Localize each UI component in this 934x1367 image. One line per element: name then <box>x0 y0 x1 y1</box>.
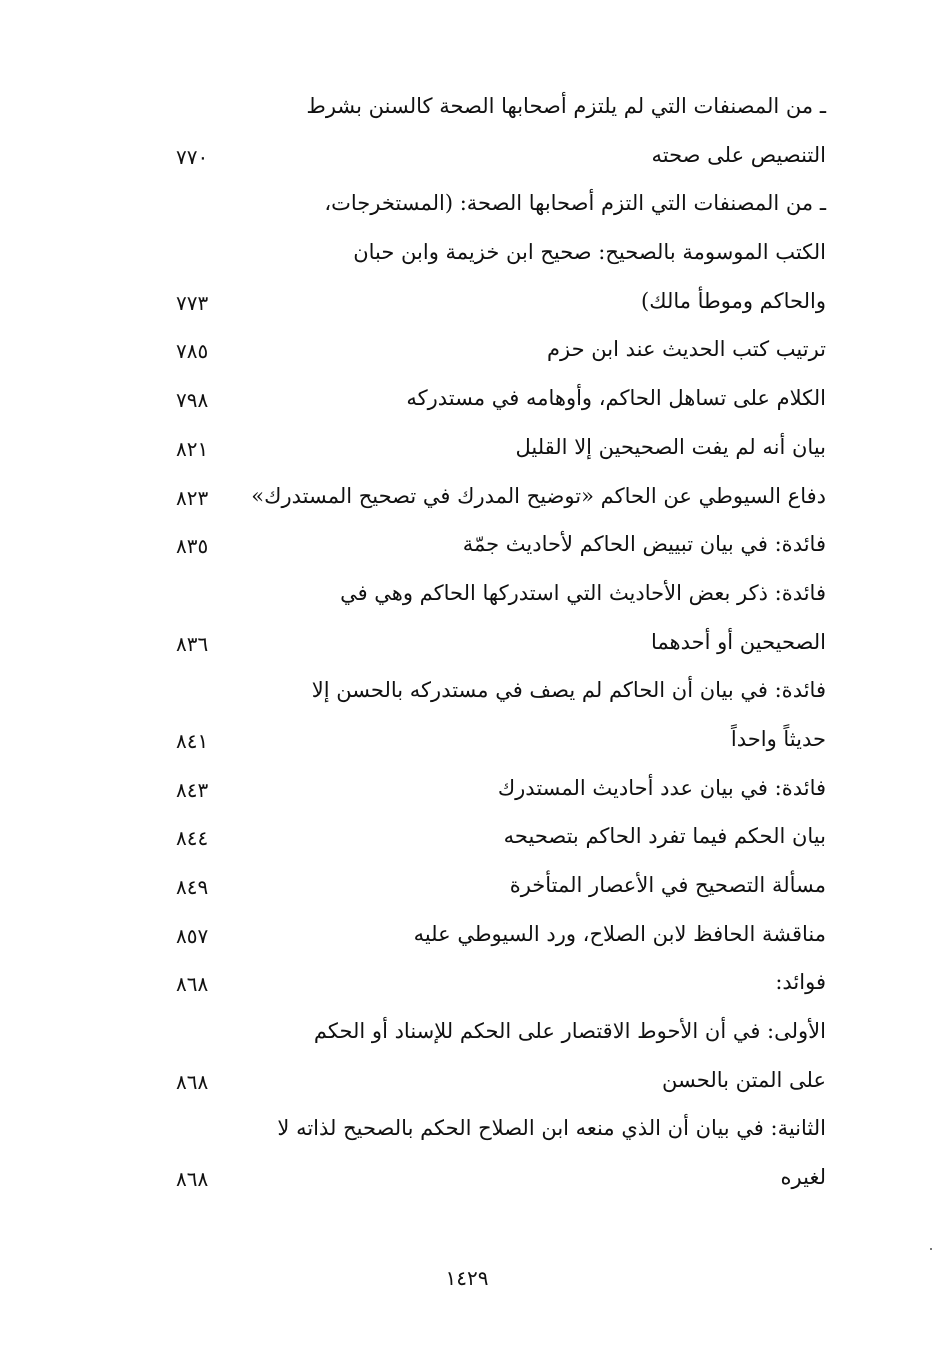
toc-page-number: ٨٥٧ <box>176 923 209 948</box>
toc-line <box>0 721 934 770</box>
toc-line <box>0 1110 934 1159</box>
toc-entry-text: فوائد: <box>775 970 826 995</box>
page-number: ١٤٢٩ <box>445 1266 489 1290</box>
toc-entry-text: ـ من المصنفات التي لم يلتزم أصحابها الصحة كالسنن بشرط <box>306 94 826 118</box>
toc-page-number: ٧٧٠ <box>176 144 209 169</box>
toc-entry-text: ترتيب كتب الحديث عند ابن حزم <box>547 337 826 362</box>
toc-line <box>0 429 934 478</box>
toc-line <box>0 575 934 624</box>
toc-entry-text: الصحيحين أو أحدهما <box>651 629 826 654</box>
toc-line <box>0 916 934 965</box>
toc-page-number: ٧٨٥ <box>176 339 209 364</box>
toc-page-number: ٨٦٨ <box>176 1167 209 1192</box>
toc-page-number: ٧٩٨ <box>176 388 209 413</box>
toc-page-number: ٨٦٨ <box>176 1069 209 1094</box>
toc-page-number: ٨٢١ <box>176 436 209 461</box>
toc-entry-text: فائدة: في بيان أن الحاكم لم يصف في مستدركه بالحسن إلا <box>311 678 826 703</box>
toc-entry-text: فائدة: في بيان عدد أحاديث المستدرك <box>497 775 826 800</box>
toc-line <box>0 137 934 186</box>
toc-line <box>0 234 934 283</box>
toc-entry-text: مسألة التصحيح في الأعصار المتأخرة <box>509 873 826 897</box>
toc-line <box>0 1013 934 1062</box>
toc-entry-text: مناقشة الحافظ لابن الصلاح، ورد السيوطي عليه <box>413 921 826 946</box>
toc-entry-text: الكلام على تساهل الحاكم، وأوهامه في مستدركه <box>406 386 826 411</box>
toc-line <box>0 1159 934 1208</box>
toc-entry-text: والحاكم وموطأ مالك) <box>641 288 826 313</box>
toc-page-number: ٨٤٣ <box>176 777 209 802</box>
edge-mark <box>930 1248 932 1250</box>
toc-page-number: ٨٤٩ <box>176 875 209 899</box>
toc-page-number: ٨٤٤ <box>176 826 209 851</box>
toc-entry-text: على المتن بالحسن <box>662 1067 826 1092</box>
toc-line <box>0 624 934 673</box>
toc-entry-text: فائدة: في بيان تبييض الحاكم لأحاديث جمّة <box>462 532 826 557</box>
toc-entry-text: التنصيص على صحته <box>651 142 826 167</box>
toc-page-number: ٧٧٣ <box>176 290 209 315</box>
toc-line <box>0 526 934 575</box>
toc-line <box>0 478 934 527</box>
toc-line <box>0 672 934 721</box>
toc-page-number: ٨٣٥ <box>176 534 209 559</box>
toc-entry-text: دفاع السيوطي عن الحاكم «توضيح المدرك في تصحيح المستدرك» <box>251 483 826 508</box>
toc-entry-text: فائدة: ذكر بعض الأحاديث التي استدركها الحاكم وهي في <box>340 580 826 605</box>
toc-entry-text: بيان أنه لم يفت الصحيحين إلا القليل <box>515 434 826 459</box>
toc-page-number: ٨٤١ <box>176 728 209 753</box>
toc-line <box>0 380 934 429</box>
toc-page-number: ٨٢٣ <box>176 485 209 510</box>
toc-entry-text: بيان الحكم فيما تفرد الحاكم بتصحيحه <box>503 824 826 849</box>
toc-line <box>0 88 934 137</box>
toc-line <box>0 1062 934 1111</box>
table-of-contents <box>0 88 934 1208</box>
toc-line <box>0 283 934 332</box>
toc-entry-text: ـ من المصنفات التي التزم أصحابها الصحة: (المستخرجات، <box>324 191 826 216</box>
toc-line <box>0 331 934 380</box>
toc-line <box>0 185 934 234</box>
toc-line <box>0 867 934 916</box>
toc-line <box>0 770 934 819</box>
toc-entry-text: الثانية: في بيان أن الذي منعه ابن الصلاح الحكم بالصحيح لذاته لا <box>277 1116 826 1141</box>
toc-line <box>0 964 934 1013</box>
toc-entry-text: الكتب الموسومة بالصحيح: صحيح ابن خزيمة وابن حبان <box>353 240 826 265</box>
toc-line <box>0 818 934 867</box>
toc-entry-text: حديثاً واحداً <box>730 726 826 751</box>
toc-entry-text: الأولى: في أن الأحوط الاقتصار على الحكم للإسناد أو الحكم <box>313 1019 826 1044</box>
toc-entry-text: لغيره <box>780 1165 826 1190</box>
toc-page-number: ٨٦٨ <box>176 972 209 997</box>
toc-page-number: ٨٣٦ <box>176 631 209 656</box>
